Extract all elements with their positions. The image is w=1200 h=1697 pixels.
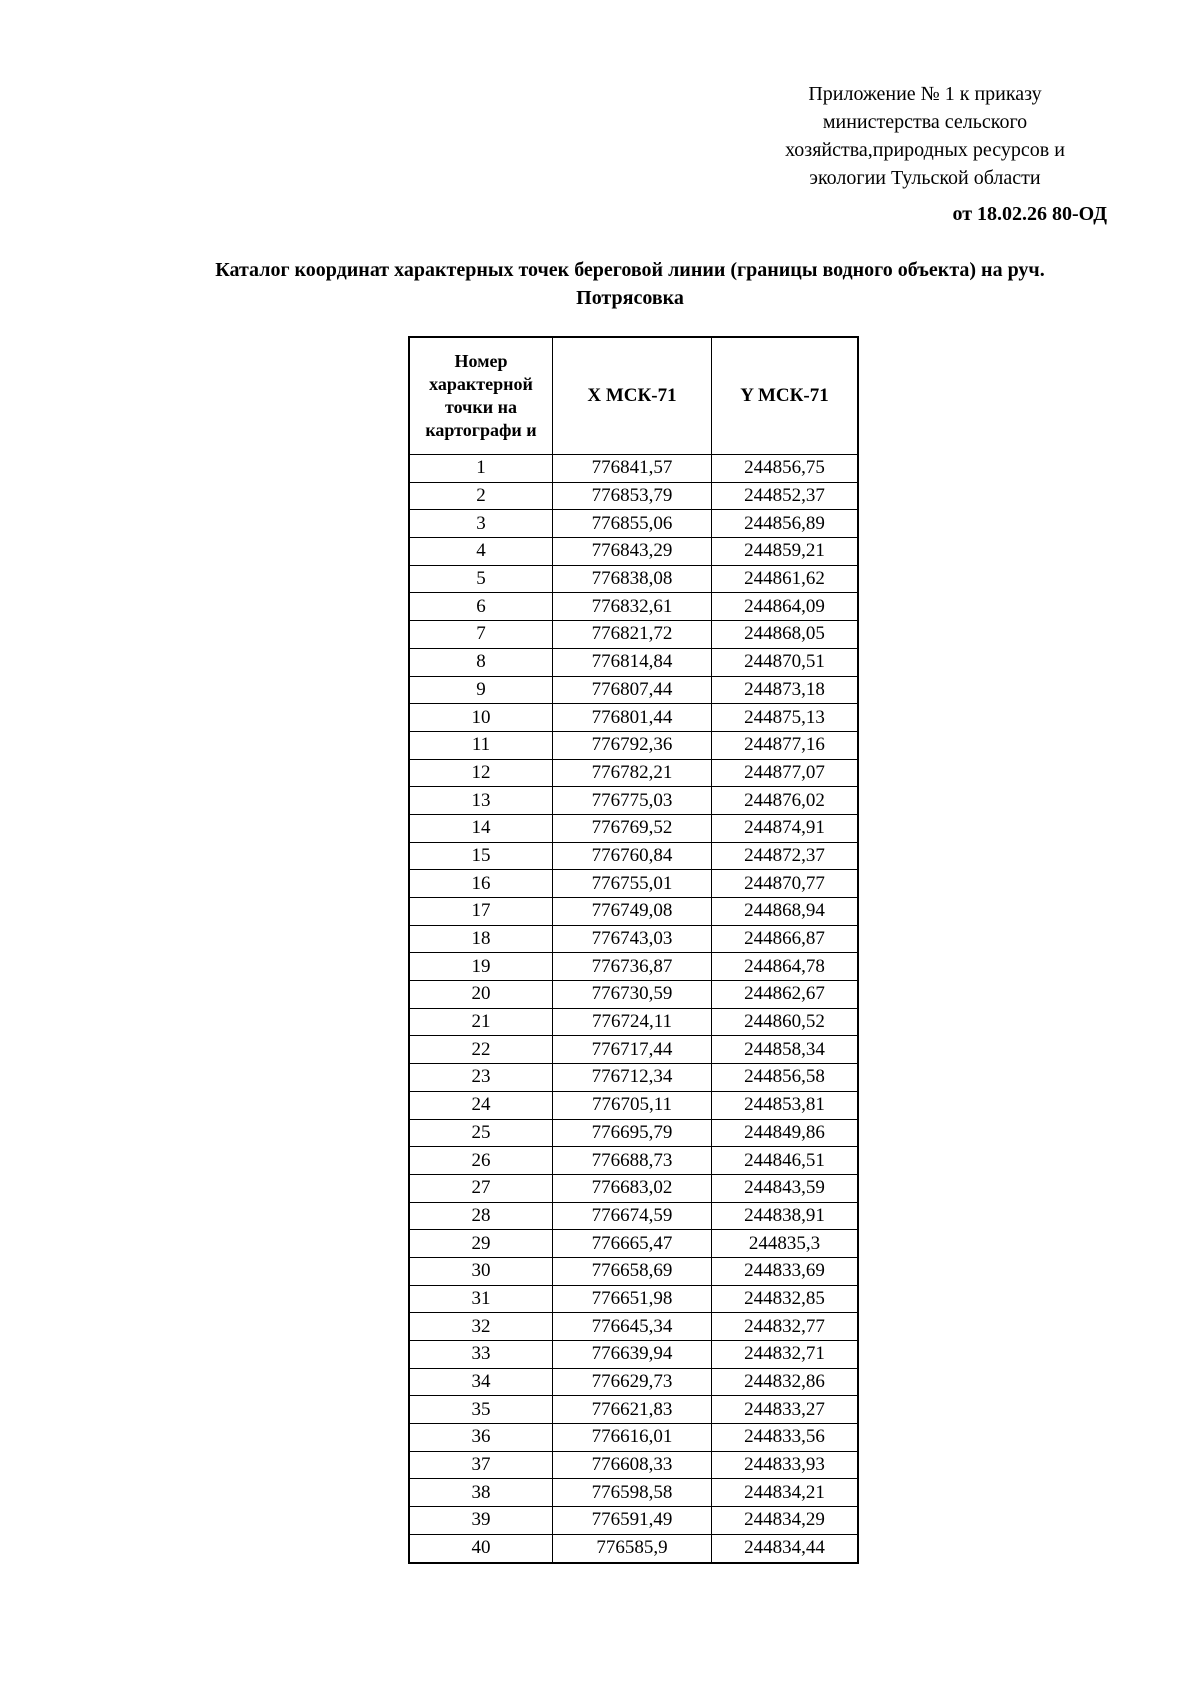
point-number-cell: 28 — [409, 1202, 553, 1230]
point-number-cell: 40 — [409, 1534, 553, 1562]
y-coordinate-cell: 244875,13 — [712, 704, 859, 732]
table-row — [409, 814, 858, 842]
x-coordinate-cell: 776629,73 — [553, 1368, 712, 1396]
y-coordinate-cell: 244846,51 — [712, 1147, 859, 1175]
x-coordinate-cell: 776749,08 — [553, 898, 712, 926]
point-number-cell: 22 — [409, 1036, 553, 1064]
y-coordinate-cell: 244856,75 — [712, 455, 859, 483]
y-coordinate-cell: 244834,29 — [712, 1507, 859, 1535]
table-row — [409, 1174, 858, 1202]
point-number-cell: 6 — [409, 593, 553, 621]
point-number-cell: 38 — [409, 1479, 553, 1507]
table-row — [409, 1424, 858, 1452]
y-coordinate-cell: 244870,51 — [712, 648, 859, 676]
point-number-cell: 19 — [409, 953, 553, 981]
x-coordinate-cell: 776807,44 — [553, 676, 712, 704]
x-coordinate-cell: 776769,52 — [553, 814, 712, 842]
point-number-cell: 12 — [409, 759, 553, 787]
y-coordinate-cell: 244852,37 — [712, 482, 859, 510]
x-coordinate-cell: 776608,33 — [553, 1451, 712, 1479]
x-coordinate-cell: 776843,29 — [553, 538, 712, 566]
point-number-cell: 3 — [409, 510, 553, 538]
appendix-line: министерства сельского — [822, 111, 1028, 133]
point-number-cell: 36 — [409, 1424, 553, 1452]
x-coordinate-cell: 776853,79 — [553, 482, 712, 510]
table-row — [409, 1396, 858, 1424]
table-row — [409, 455, 858, 483]
x-coordinate-cell: 776683,02 — [553, 1174, 712, 1202]
y-coordinate-cell: 244859,21 — [712, 538, 859, 566]
point-number-cell: 29 — [409, 1230, 553, 1258]
x-coordinate-cell: 776760,84 — [553, 842, 712, 870]
y-coordinate-cell: 244843,59 — [712, 1174, 859, 1202]
x-coordinate-cell: 776651,98 — [553, 1285, 712, 1313]
y-coordinate-cell: 244832,85 — [712, 1285, 859, 1313]
x-coordinate-cell: 776724,11 — [553, 1008, 712, 1036]
table-row — [409, 925, 858, 953]
x-coordinate-cell: 776585,9 — [553, 1534, 712, 1562]
table-row — [409, 731, 858, 759]
point-number-cell: 2 — [409, 482, 553, 510]
x-coordinate-cell: 776674,59 — [553, 1202, 712, 1230]
table-row — [409, 482, 858, 510]
table-row — [409, 565, 858, 593]
column-header-y: Y МСК-71 — [712, 337, 859, 455]
y-coordinate-cell: 244833,69 — [712, 1257, 859, 1285]
point-number-cell: 20 — [409, 981, 553, 1009]
table-row — [409, 648, 858, 676]
table-row — [409, 759, 858, 787]
table-row — [409, 676, 858, 704]
appendix-header — [740, 80, 1110, 192]
point-number-cell: 18 — [409, 925, 553, 953]
x-coordinate-cell: 776598,58 — [553, 1479, 712, 1507]
point-number-cell: 31 — [409, 1285, 553, 1313]
y-coordinate-cell: 244832,86 — [712, 1368, 859, 1396]
y-coordinate-cell: 244861,62 — [712, 565, 859, 593]
y-coordinate-cell: 244858,34 — [712, 1036, 859, 1064]
point-number-cell: 32 — [409, 1313, 553, 1341]
table-row — [409, 1285, 858, 1313]
point-number-cell: 23 — [409, 1064, 553, 1092]
y-coordinate-cell: 244870,77 — [712, 870, 859, 898]
y-coordinate-cell: 244833,56 — [712, 1424, 859, 1452]
table-row — [409, 1534, 858, 1562]
x-coordinate-cell: 776591,49 — [553, 1507, 712, 1535]
table-row — [409, 1008, 858, 1036]
table-row — [409, 1119, 858, 1147]
y-coordinate-cell: 244874,91 — [712, 814, 859, 842]
y-coordinate-cell: 244833,27 — [712, 1396, 859, 1424]
x-coordinate-cell: 776755,01 — [553, 870, 712, 898]
x-coordinate-cell: 776639,94 — [553, 1341, 712, 1369]
x-coordinate-cell: 776775,03 — [553, 787, 712, 815]
y-coordinate-cell: 244877,16 — [712, 731, 859, 759]
x-coordinate-cell: 776814,84 — [553, 648, 712, 676]
appendix-line: экологии Тульской области — [809, 167, 1041, 189]
y-coordinate-cell: 244838,91 — [712, 1202, 859, 1230]
point-number-cell: 30 — [409, 1257, 553, 1285]
appendix-line: хозяйства,природных ресурсов и — [785, 139, 1065, 161]
document-title — [150, 256, 1110, 312]
point-number-cell: 25 — [409, 1119, 553, 1147]
table-row — [409, 898, 858, 926]
point-number-cell: 34 — [409, 1368, 553, 1396]
document-title-line2: Потрясовка — [576, 287, 684, 309]
y-coordinate-cell: 244856,89 — [712, 510, 859, 538]
y-coordinate-cell: 244849,86 — [712, 1119, 859, 1147]
coordinates-table — [408, 336, 859, 1564]
table-row — [409, 1147, 858, 1175]
y-coordinate-cell: 244864,09 — [712, 593, 859, 621]
y-coordinate-cell: 244873,18 — [712, 676, 859, 704]
point-number-cell: 15 — [409, 842, 553, 870]
point-number-cell: 9 — [409, 676, 553, 704]
point-number-cell: 10 — [409, 704, 553, 732]
table-row — [409, 1451, 858, 1479]
x-coordinate-cell: 776705,11 — [553, 1091, 712, 1119]
y-coordinate-cell: 244872,37 — [712, 842, 859, 870]
table-row — [409, 593, 858, 621]
y-coordinate-cell: 244856,58 — [712, 1064, 859, 1092]
point-number-cell: 14 — [409, 814, 553, 842]
x-coordinate-cell: 776717,44 — [553, 1036, 712, 1064]
y-coordinate-cell: 244832,77 — [712, 1313, 859, 1341]
y-coordinate-cell: 244876,02 — [712, 787, 859, 815]
x-coordinate-cell: 776658,69 — [553, 1257, 712, 1285]
point-number-cell: 33 — [409, 1341, 553, 1369]
x-coordinate-cell: 776616,01 — [553, 1424, 712, 1452]
x-coordinate-cell: 776712,34 — [553, 1064, 712, 1092]
y-coordinate-cell: 244864,78 — [712, 953, 859, 981]
point-number-cell: 13 — [409, 787, 553, 815]
table-row — [409, 1257, 858, 1285]
table-header-row — [409, 337, 858, 455]
order-reference: от 18.02.26 80-ОД — [952, 203, 1107, 225]
table-row — [409, 621, 858, 649]
appendix-line: Приложение № 1 к приказу — [808, 83, 1042, 105]
x-coordinate-cell: 776645,34 — [553, 1313, 712, 1341]
point-number-cell: 27 — [409, 1174, 553, 1202]
table-row — [409, 1230, 858, 1258]
y-coordinate-cell: 244860,52 — [712, 1008, 859, 1036]
point-number-cell: 35 — [409, 1396, 553, 1424]
column-header-x: X МСК-71 — [553, 337, 712, 455]
y-coordinate-cell: 244868,05 — [712, 621, 859, 649]
table-row — [409, 1507, 858, 1535]
x-coordinate-cell: 776782,21 — [553, 759, 712, 787]
x-coordinate-cell: 776841,57 — [553, 455, 712, 483]
point-number-cell: 5 — [409, 565, 553, 593]
point-number-cell: 21 — [409, 1008, 553, 1036]
point-number-cell: 17 — [409, 898, 553, 926]
point-number-cell: 24 — [409, 1091, 553, 1119]
y-coordinate-cell: 244832,71 — [712, 1341, 859, 1369]
y-coordinate-cell: 244877,07 — [712, 759, 859, 787]
x-coordinate-cell: 776736,87 — [553, 953, 712, 981]
y-coordinate-cell: 244853,81 — [712, 1091, 859, 1119]
table-row — [409, 510, 858, 538]
table-row — [409, 704, 858, 732]
table-row — [409, 981, 858, 1009]
x-coordinate-cell: 776695,79 — [553, 1119, 712, 1147]
table-row — [409, 953, 858, 981]
table-row — [409, 842, 858, 870]
x-coordinate-cell: 776792,36 — [553, 731, 712, 759]
point-number-cell: 1 — [409, 455, 553, 483]
table-row — [409, 538, 858, 566]
table-row — [409, 1036, 858, 1064]
x-coordinate-cell: 776730,59 — [553, 981, 712, 1009]
point-number-cell: 26 — [409, 1147, 553, 1175]
x-coordinate-cell: 776743,03 — [553, 925, 712, 953]
y-coordinate-cell: 244862,67 — [712, 981, 859, 1009]
x-coordinate-cell: 776621,83 — [553, 1396, 712, 1424]
table-row — [409, 1479, 858, 1507]
point-number-cell: 8 — [409, 648, 553, 676]
y-coordinate-cell: 244835,3 — [712, 1230, 859, 1258]
table-row — [409, 1313, 858, 1341]
point-number-cell: 39 — [409, 1507, 553, 1535]
table-row — [409, 787, 858, 815]
point-number-cell: 37 — [409, 1451, 553, 1479]
x-coordinate-cell: 776688,73 — [553, 1147, 712, 1175]
table-row — [409, 1368, 858, 1396]
x-coordinate-cell: 776821,72 — [553, 621, 712, 649]
table-row — [409, 1091, 858, 1119]
table-row — [409, 1064, 858, 1092]
point-number-cell: 16 — [409, 870, 553, 898]
y-coordinate-cell: 244868,94 — [712, 898, 859, 926]
table-body — [409, 455, 858, 1563]
table-row — [409, 1202, 858, 1230]
x-coordinate-cell: 776838,08 — [553, 565, 712, 593]
y-coordinate-cell: 244834,21 — [712, 1479, 859, 1507]
point-number-cell: 11 — [409, 731, 553, 759]
x-coordinate-cell: 776855,06 — [553, 510, 712, 538]
document-title-line1: Каталог координат характерных точек береговой линии (границы водного объекта) на руч. — [215, 259, 1045, 281]
point-number-cell: 4 — [409, 538, 553, 566]
table-row — [409, 1341, 858, 1369]
point-number-cell: 7 — [409, 621, 553, 649]
y-coordinate-cell: 244834,44 — [712, 1534, 859, 1562]
table-row — [409, 870, 858, 898]
y-coordinate-cell: 244833,93 — [712, 1451, 859, 1479]
y-coordinate-cell: 244866,87 — [712, 925, 859, 953]
x-coordinate-cell: 776801,44 — [553, 704, 712, 732]
x-coordinate-cell: 776832,61 — [553, 593, 712, 621]
x-coordinate-cell: 776665,47 — [553, 1230, 712, 1258]
column-header-point-number: Номер характерной точки на картографи и — [409, 337, 553, 455]
